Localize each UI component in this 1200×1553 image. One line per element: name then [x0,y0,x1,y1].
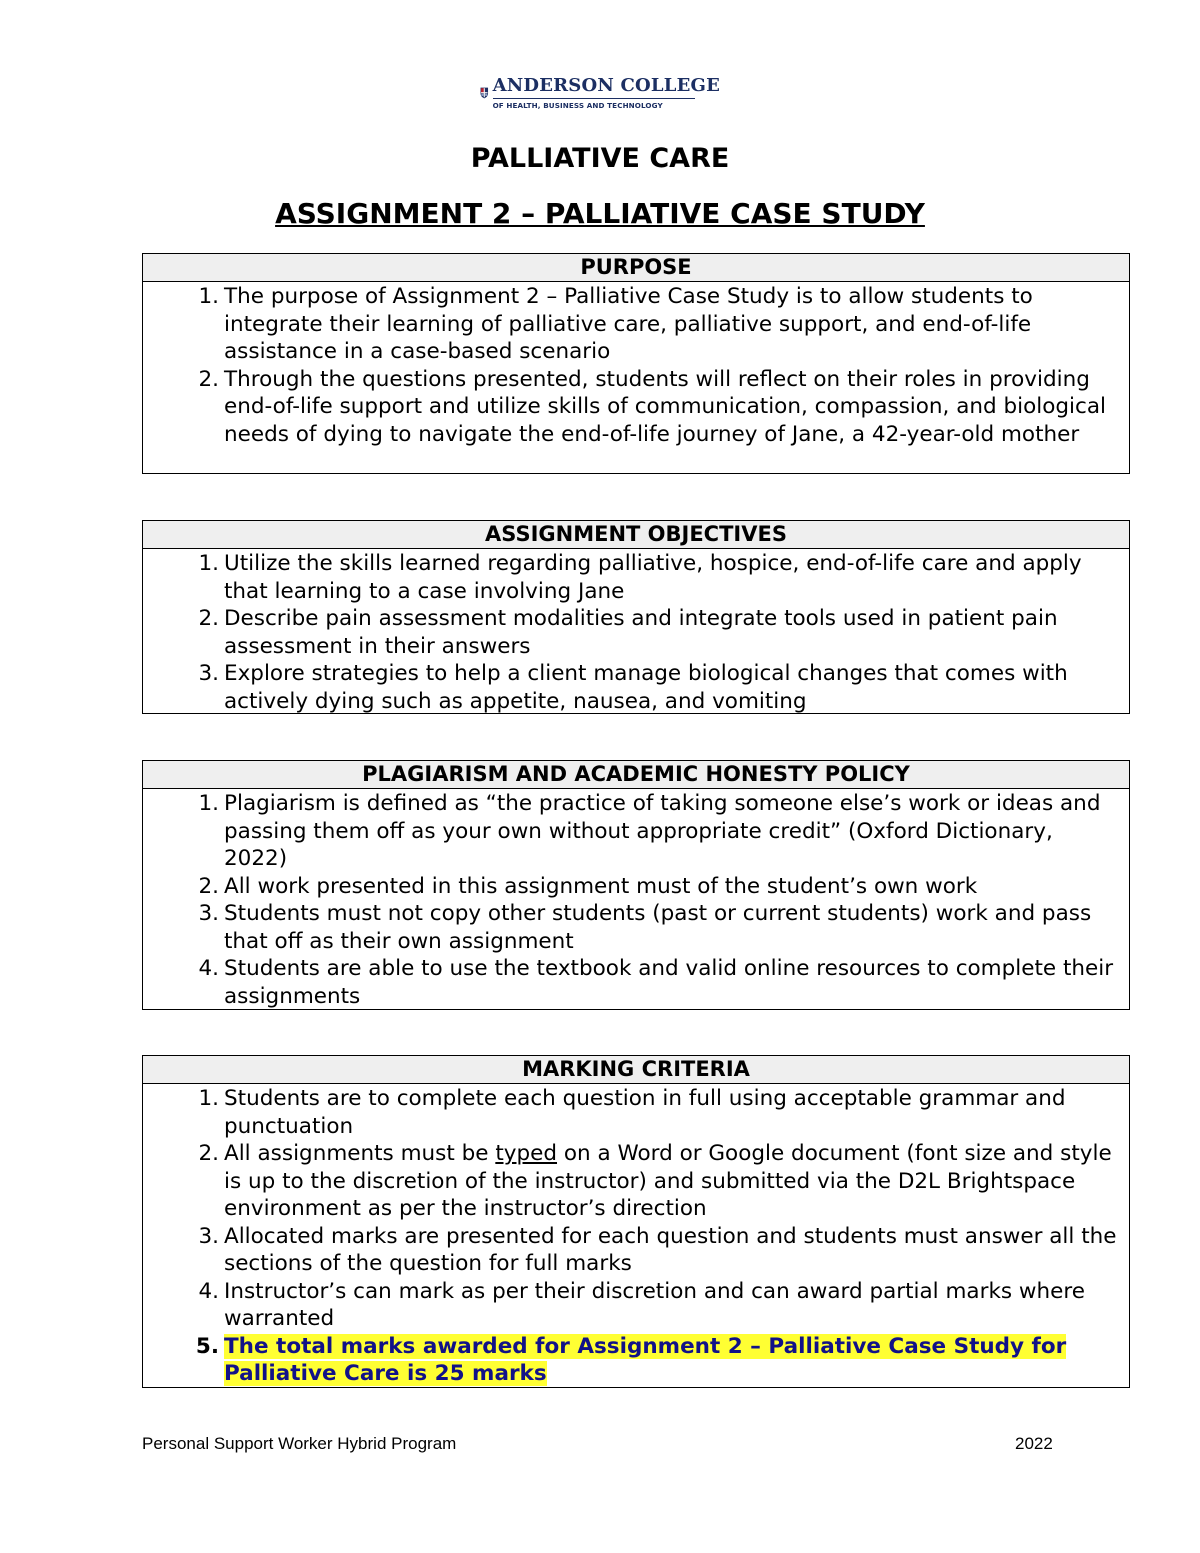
plagiarism-list [143,789,1129,1010]
logo-college-name: ANDERSON COLLEGE [492,74,720,96]
list-number: 3. [198,661,219,686]
list-number: 2. [198,366,219,392]
marking-criteria-heading: MARKING CRITERIA [143,1056,1129,1084]
list-item [143,283,1129,366]
objectives-list [143,549,1129,715]
list-item [143,955,1129,1010]
list-item [143,900,1129,955]
list-number: 1. [198,284,219,309]
purpose-heading: PURPOSE [143,254,1129,282]
list-number: 2. [198,606,219,631]
list-text: Students must not copy other students (past or current students) work and pass that off as their own assignment [224,901,1092,954]
footer-year: 2022 [1015,1434,1053,1453]
list-text-start: All assignments must be [224,1141,496,1166]
list-number: 3. [198,901,219,926]
footer-program: Personal Support Worker Hybrid Program [142,1434,457,1453]
list-item [143,366,1129,449]
plagiarism-section [142,760,1130,1010]
list-text: Students are to complete each question in full using acceptable grammar and punctuation [224,1086,1066,1139]
list-text: Instructor’s can mark as per their discretion and can award partial marks where warranted [224,1278,1085,1331]
list-item [143,1223,1129,1278]
list-text-end: on a Word or Google document (font size and style is up to the discretion of the instructor) and submitted via the D2L Brightspace environment as per the instructor’s direction [224,1141,1112,1221]
college-crest-icon [480,71,489,115]
assignment-title: ASSIGNMENT 2 – PALLIATIVE CASE STUDY [275,197,925,230]
list-text: All work presented in this assignment must of the student’s own work [224,873,978,899]
list-item [143,873,1129,901]
logo-divider [493,98,695,100]
list-number: 1. [198,1086,219,1111]
list-number: 4. [198,956,219,981]
list-number: 4. [198,1278,219,1304]
list-item [143,660,1129,715]
list-item [143,1278,1129,1333]
college-logo [480,68,720,118]
list-number: 1. [198,551,219,576]
list-text: Through the questions presented, students will reflect on their roles in providing end-of-life support and utilize skills of communication, compassion, and biological needs of dying to navigate the end-of-life journey of Jane, a 42-year-old mother [224,366,1106,447]
total-marks-highlight: The total marks awarded for Assignment 2 – Palliative Case Study for Palliative Care is 25 marks [224,1333,1067,1386]
marking-criteria-section [142,1055,1130,1388]
list-number: 2. [198,873,219,899]
list-text: Describe pain assessment modalities and integrate tools used in patient pain assessment in their answers [224,606,1058,659]
list-item [143,1333,1129,1388]
objectives-section [142,520,1130,714]
list-text: The purpose of Assignment 2 – Palliative Case Study is to allow students to integrate their learning of palliative care, palliative support, and end-of-life assistance in a case-based scenario [224,284,1033,364]
list-text: Plagiarism is defined as “the practice of taking someone else’s work or ideas and passing them off as your own without appropriate credit” (Oxford Dictionary, 2022) [224,791,1101,871]
list-text: Students are able to use the textbook and valid online resources to complete their assignments [224,956,1114,1009]
course-title: PALLIATIVE CARE [470,143,730,174]
list-item [143,550,1129,605]
list-number: 1. [198,791,219,816]
marking-criteria-list [143,1084,1129,1388]
objectives-heading: ASSIGNMENT OBJECTIVES [143,521,1129,549]
list-text: Allocated marks are presented for each question and students must answer all the sections of the question for full marks [224,1223,1117,1276]
purpose-section [142,253,1130,474]
list-text: Utilize the skills learned regarding palliative, hospice, end-of-life care and apply that learning to a case involving Jane [224,551,1082,604]
list-number: 2. [198,1141,219,1166]
typed-emphasis: typed [495,1141,558,1166]
plagiarism-heading: PLAGIARISM AND ACADEMIC HONESTY POLICY [143,761,1129,789]
logo-college-subtitle: OF HEALTH, BUSINESS AND TECHNOLOGY [492,101,663,111]
list-text: Explore strategies to help a client manage biological changes that comes with actively dying such as appetite, nausea, and vomiting [224,661,1068,714]
list-number: 5. [195,1333,219,1359]
list-item [143,1085,1129,1140]
list-item [143,1140,1129,1223]
purpose-list [143,282,1129,448]
list-number: 3. [198,1223,219,1249]
list-item [143,605,1129,660]
list-item [143,790,1129,873]
